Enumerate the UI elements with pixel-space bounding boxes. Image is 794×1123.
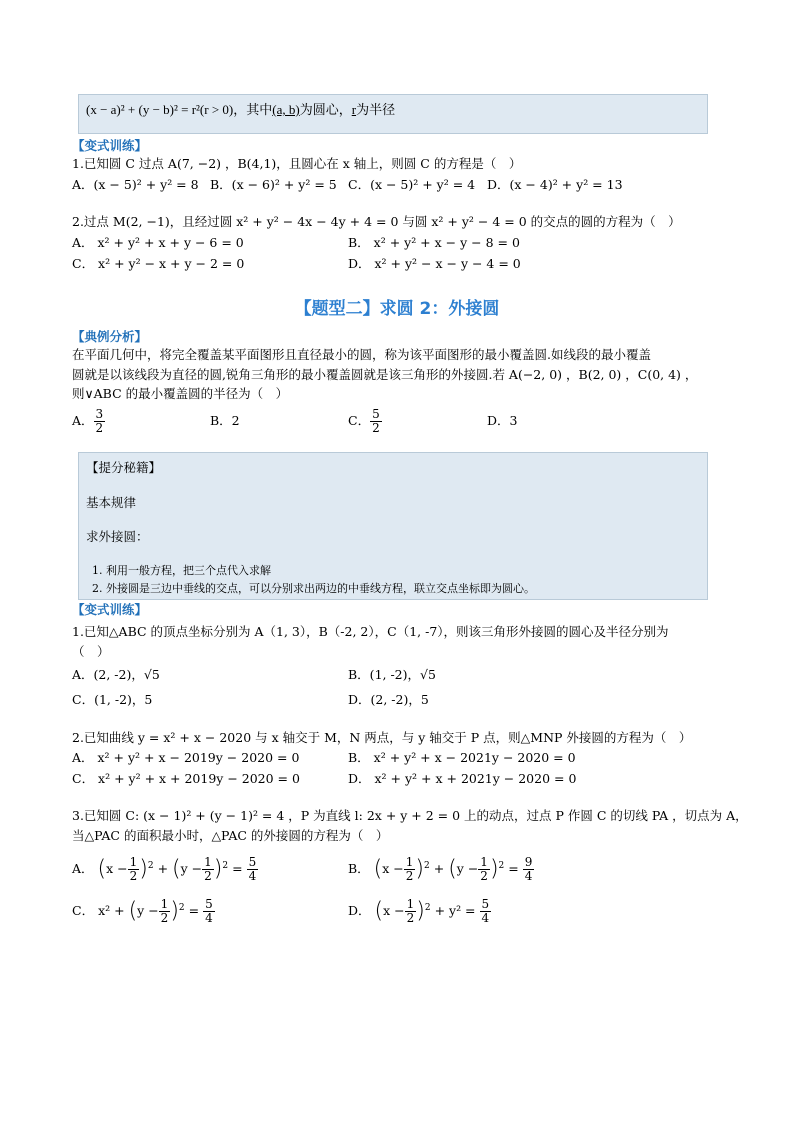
section-title: 【题型二】求圆 2：外接圆 <box>294 299 500 319</box>
paren-open: ( <box>97 856 107 882</box>
q1-option-b: B．(x − 6)² + y² = 5 <box>210 177 337 192</box>
center-text: 为圆心， <box>299 102 352 117</box>
square: 2 <box>222 861 229 871</box>
section-header-variant-1: 【变式训练】 <box>72 138 148 153</box>
rhs-num: 5 <box>481 897 490 912</box>
square: 2 <box>498 861 505 871</box>
rhs-den: 4 <box>481 911 490 926</box>
half-den: 2 <box>129 869 138 884</box>
y-minus: y − <box>137 903 159 919</box>
half-fraction <box>478 856 490 883</box>
example-option-c <box>348 404 382 438</box>
center-var: (a, b) <box>272 102 300 117</box>
half-num: 1 <box>129 855 138 870</box>
paren-close: ) <box>170 898 179 924</box>
q2-option-c: C． x² + y² − x + y − 2 = 0 <box>72 256 245 271</box>
q3-option-a: A．(2, -2)，√5 <box>72 667 160 682</box>
rhs-fraction <box>523 856 535 883</box>
half-fraction <box>404 856 416 883</box>
paren-open: ( <box>128 898 138 924</box>
half-fraction <box>405 898 417 925</box>
paren-close: ) <box>416 898 425 924</box>
half-num: 1 <box>405 855 414 870</box>
half-num: 1 <box>480 855 488 870</box>
x-minus: x − <box>383 903 405 919</box>
q5-option-a-label: A． <box>72 861 94 877</box>
paren-close: ) <box>489 856 499 882</box>
example-line-3: 则∨ABC 的最小覆盖圆的半径为（ ） <box>72 386 289 401</box>
example-option-a-fraction <box>94 408 106 435</box>
example-option-d: D．3 <box>487 413 518 428</box>
example-option-a <box>72 404 105 438</box>
q5-option-c-label: C． <box>72 903 95 919</box>
paren-open: ( <box>448 856 457 882</box>
plus: + <box>157 861 169 877</box>
tips-rule: 基本规律 <box>86 495 137 510</box>
rhs-num: 5 <box>248 855 257 870</box>
half-num: 1 <box>160 897 169 912</box>
tips-sub: 求外接圆： <box>86 529 149 544</box>
paren-close: ) <box>139 856 148 882</box>
q2-option-b: B． x² + y² + x − y − 8 = 0 <box>348 235 520 250</box>
half-den: 2 <box>480 869 488 884</box>
half-den: 2 <box>160 911 169 926</box>
rhs-den: 4 <box>205 911 213 926</box>
q5-stem-1: 3.已知圆 C: (x − 1)² + (y − 1)² = 4 ，P 为直线 l: 2x + y + 2 = 0 上的动点，过点 P 作圆 C 的切线 PA ，切点为 A， <box>72 808 748 823</box>
x-minus: x − <box>106 861 128 877</box>
section-header-variant-2: 【变式训练】 <box>72 602 148 617</box>
rhs-den: 4 <box>524 869 533 884</box>
example-header: 【典例分析】 <box>72 329 148 344</box>
q5-option-d-label: D． <box>348 903 371 919</box>
example-option-b: B．2 <box>210 413 240 428</box>
q1-option-a: A．(x − 5)² + y² = 8 <box>72 177 199 192</box>
plus: + <box>433 861 445 877</box>
example-line-1: 在平面几何中，将完全覆盖某平面图形且直径最小的圆，称为该平面图形的最小覆盖圆.如线段的最小覆盖 <box>72 347 651 362</box>
example-option-c-label: C． <box>348 413 371 428</box>
example-option-c-num: 5 <box>372 407 380 421</box>
half-fraction <box>159 898 171 925</box>
x-minus: x − <box>382 861 404 877</box>
example-line-2: 圆就是以该线段为直径的圆,锐角三角形的最小覆盖圆就是该三角形的外接圆.若 A(−2, 0) ，B(2, 0) ，C(0, 4) ， <box>72 367 698 382</box>
half-num: 1 <box>204 855 212 870</box>
example-option-a-num: 3 <box>95 407 104 421</box>
q3-stem-1: 1.已知△ABC 的顶点坐标分别为 A（1, 3），B（-2, 2），C（1, -7），则该三角形外接圆的圆心及半径分别为 <box>72 624 669 639</box>
q2-option-d: D． x² + y² − x − y − 4 = 0 <box>348 256 521 271</box>
q5-option-b <box>348 848 534 884</box>
half-den: 2 <box>204 869 212 884</box>
rhs-num: 5 <box>205 897 213 912</box>
tips-header: 【提分秘籍】 <box>86 460 162 475</box>
rhs-fraction <box>480 898 492 925</box>
example-option-c-fraction <box>370 408 382 435</box>
q3-option-b: B．(1, -2)，√5 <box>348 667 436 682</box>
square: 2 <box>424 903 431 913</box>
q5-option-d <box>348 890 491 926</box>
y-minus: y − <box>180 861 203 877</box>
rhs-fraction <box>203 898 215 925</box>
example-option-c-den: 2 <box>372 421 380 435</box>
half-den: 2 <box>405 869 414 884</box>
example-option-a-label: A． <box>72 413 94 428</box>
radius-text: 为半径 <box>356 102 396 117</box>
q2-stem: 2.过点 M(2, −1)，且经过圆 x² + y² − 4x − 4y + 4 = 0 与圆 x² + y² − 4 = 0 的交点的圆的方程为（ ） <box>72 214 681 229</box>
q3-stem-2: （ ） <box>72 644 110 659</box>
q1-option-d: D．(x − 4)² + y² = 13 <box>487 177 623 192</box>
rhs-num: 9 <box>524 855 533 870</box>
square: 2 <box>147 861 154 871</box>
equals: = <box>188 903 200 919</box>
half-num: 1 <box>406 897 415 912</box>
paren-close: ) <box>213 856 223 882</box>
q4-stem: 2.已知曲线 y = x² + x − 2020 与 x 轴交于 M，N 两点，与 y 轴交于 P 点，则△MNP 外接圆的方程为（ ） <box>72 730 692 745</box>
q4-option-c: C． x² + y² + x + 2019y − 2020 = 0 <box>72 771 300 786</box>
half-fraction <box>128 856 140 883</box>
c-lead: x² + <box>98 903 125 919</box>
tips-item-2: 2. 外接圆是三边中垂线的交点，可以分别求出两边的中垂线方程，联立交点坐标即为圆心。 <box>92 582 535 595</box>
q5-option-b-label: B． <box>348 861 370 877</box>
paren-open: ( <box>374 898 384 924</box>
q5-stem-2: 当△PAC 的面积最小时，△PAC 的外接圆的方程为（ ） <box>72 828 389 843</box>
half-fraction <box>202 856 214 883</box>
q5-option-a <box>72 848 258 884</box>
q4-option-a: A． x² + y² + x − 2019y − 2020 = 0 <box>72 750 300 765</box>
radius-var: r <box>351 102 357 117</box>
q5-option-c <box>72 890 215 926</box>
tips-item-1: 1. 利用一般方程，把三个点代入求解 <box>92 564 271 577</box>
paren-open: ( <box>373 856 383 882</box>
d-tail: + y² = <box>434 903 476 919</box>
q3-option-d: D．(2, -2)，5 <box>348 692 429 707</box>
formula-line <box>86 102 395 118</box>
equals: = <box>508 861 519 877</box>
paren-close: ) <box>415 856 424 882</box>
q4-option-d: D． x² + y² + x + 2021y − 2020 = 0 <box>348 771 577 786</box>
y-minus: y − <box>456 861 479 877</box>
example-option-a-den: 2 <box>95 421 104 435</box>
rhs-fraction <box>247 856 259 883</box>
rhs-den: 4 <box>248 869 257 884</box>
square: 2 <box>424 861 430 871</box>
q2-option-a: A． x² + y² + x + y − 6 = 0 <box>72 235 244 250</box>
q1-stem: 1.已知圆 C 过点 A(7, −2) ，B(4,1)，且圆心在 x 轴上，则圆 C 的方程是（ ） <box>72 156 522 171</box>
q3-option-c: C．(1, -2)，5 <box>72 692 153 707</box>
q4-option-b: B． x² + y² + x − 2021y − 2020 = 0 <box>348 750 576 765</box>
half-den: 2 <box>406 911 415 926</box>
square: 2 <box>178 903 185 913</box>
q1-option-c: C．(x − 5)² + y² = 4 <box>348 177 476 192</box>
paren-open: ( <box>172 856 181 882</box>
equals: = <box>232 861 243 877</box>
formula-text: (x − a)² + (y − b)² = r²(r > 0)，其中 <box>86 102 273 117</box>
